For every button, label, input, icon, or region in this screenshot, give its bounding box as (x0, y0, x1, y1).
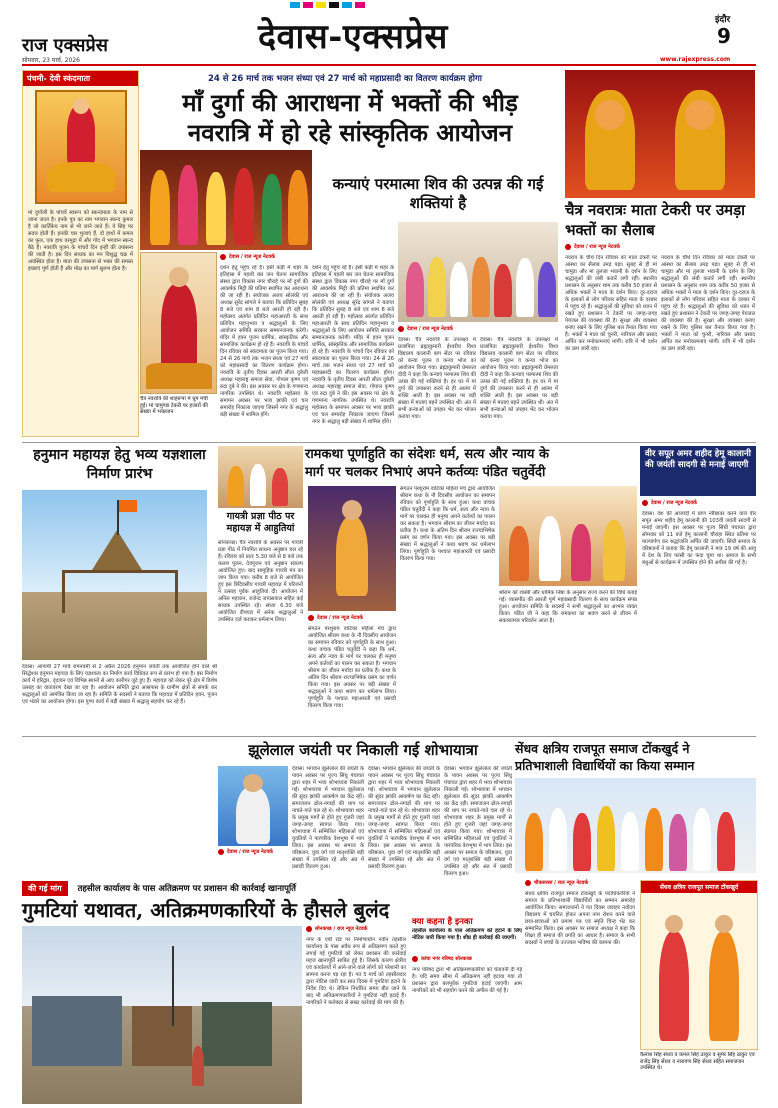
gumtiya-body-col1: नगर के एबी रोड पर निर्माणाधीन नवीन तहसील कार्यालय के पास अवैध रूप से अतिक्रमण करते हुए लगाई गई गुमटियों को लेकर प्रशासन की कार्रवाई महज खानापूर्ति साबित हुई है। जिसके कारण क्षेत्रीय एवं कार्यालयों में आने-जाने वाले लोगों को परेशानी का सामना करना पड़ रहा है। गत 5 मार्च को तहसीलदार द्वारा नोटिस जारी कर सात दिवस में गुमटियां हटाने के निर्देश दिए थे। लेकिन निर्धारित समय बीत जाने के बाद भी अतिक्रमणकारियों ने गुमटियां नहीं हटाई हैं। नागरिकों ने कलेक्टर से सख्त कार्रवाई की मांग की है। (306, 937, 406, 1006)
ramkatha-audience-photo (499, 486, 637, 586)
color-registration-marks (290, 2, 365, 8)
jhulelal-body-col2: देवास। भगवान झूलेलाल की जयंती के पावन अवसर पर पूज्य सिंधु पंचायत द्वारा शहर में भव्य शोभायात्रा निकाली गई। शोभायात्रा में भगवान झूलेलाल की सुंदर झांकी आकर्षण का केंद्र रही। समाजजन ढोल-नगाड़ों की थाप पर नाचते-गाते चल रहे थे। शोभायात्रा शहर के प्रमुख मार्गों से होते हुए गुजरी जहां जगह-जगह स्वागत किया गया। शोभायात्रा में सम्मिलित महिलाओं एवं युवतियों ने पारंपरिक वेशभूषा में भाग लिया। इस अवसर पर समाज के वरिष्ठजन, युवा वर्ग एवं मातृशक्ति बड़ी संख्या में उपस्थित रहे और अंत में प्रसादी वितरण हुआ। (368, 766, 440, 870)
lead-headline: माँ दुर्गा की आराधना में भक्तों की भीड़ नवरात्रि में हो रहे सांस्कृतिक आयोजन (182, 88, 518, 147)
hanuman-headline: हनुमान महायज्ञ हेतु भव्य यज्ञशाला निर्माण प्रारंभ (33, 447, 206, 482)
ramkatha-speaker-photo (308, 486, 396, 611)
gumtiya-sub-byline: कांचा नगर परिषद सोनकच्छ (412, 956, 472, 962)
chaitra-body-col1: नवरात्र के चौथे दिन रविवार को माता टेकरी पर आस्था का सैलाब उमड़ पड़ा। सुबह से ही मां चामुंडा और मां तुलजा भवानी के दर्शन के लिए श्रद्धालुओं की लंबी कतारें लगी रहीं। स्थानीय प्रशासन के अनुसार शाम तक करीब 50 हजार से अधिक भक्तों ने माता के दर्शन किए। दूर-दराज के इलाकों से लोग परिवार सहित माता के दरबार में पहुंच रहे हैं। श्रद्धालुओं की सुविधा को ध्यान में रखते हुए प्रशासन ने टेकरी पर जगह-जगह पेयजल की व्यवस्था की है। सुरक्षा और व्यवस्था बनाए रखने के लिए पुलिस बल तैनात किया गया है। भक्तों ने माता को चुनरी, नारियल और प्रसाद अर्पित कर मनोकामनाएं मांगीं। रात्रि में भी दर्शन का क्रम जारी रहा। (565, 255, 657, 352)
lead-body-col1: दर्शन हेतु पहुंच रहे हैं। इसी कड़ी में शहर के इतिहास में पहली बार जन चेतना सामाजिक संस्था द्वारा विकास नगर चौराहे पर माँ दुर्गा की आकर्षक मिट्टी की प्रतिमा स्थापित कर आराधना की जा रही है। संयोजक अजय सोलंकी एवं अध्यक्ष सुरेंद्र सांगले ने बताया कि प्रतिदिन सुबह 8 बजे एवं शाम 8 बजे आरती हो रही है। महोत्सव अंतर्गत प्रतिदिन महाआरती के साथ प्रतिदिन महानुभाव व श्रद्धालुओं के लिए आयोजन समिति सरकार सम्मानजनक करेगी। मंदिर में हवन पूजन धार्मिक, सांस्कृतिक और सामाजिक कार्यक्रम हो रहे हैं। नवरात्रि के पांचवें दिन रविवार को स्कंदमाता का पूजन किया गया। 24 से 26 मार्च तक भजन संध्या एवं 27 मार्च को महाप्रसादी का वितरण कार्यक्रम होगा। नवरात्रि के तृतीय दिवस आरती सीता दुबेजी अध्यक्ष महाराष्ट्र समाज सेवा, गोपाल कृष्ण एवं रुद्रा दुबे ने की। इस अवसर पर क्षेत्र के गणमान्य नागरिक उपस्थित थे। नवरात्रि महोत्सव के समापन अवसर पर भव्य झांकी एवं चल समारोह निकाला जाएगा जिसमें नगर के श्रद्धालु बड़ी संख्या में शामिल होंगे। (220, 265, 308, 418)
jhulelal-headline: झूलेलाल जयंती पर निकाली गई शोभायात्रा (248, 741, 478, 759)
page-number: 9 (717, 24, 731, 48)
gumtiya-sub-headline: क्या कहना है इनका (412, 917, 473, 927)
issue-date: सोमवार, 23 मार्च, 2026 (22, 57, 80, 64)
chaitra-headline: चैत्र नवरात्रः माता टेकरी पर उमड़ा भक्तों का सैलाब (565, 201, 746, 239)
rajput-headline: सेंधव क्षत्रिय राजपूत समाज टोंकखुर्द ने प्रतिभाशाली विद्यार्थियों का किया सम्मान (515, 741, 695, 773)
goddess-skandamata-image (35, 90, 127, 204)
hanuman-yagyashala-photo (22, 490, 207, 660)
sidebar-panel (22, 70, 139, 437)
ramkatha-byline: देवास / राज न्यूज नेटवर्क (308, 615, 363, 621)
rajput-photo-caption: कैलाश सिंह सेंधव व कमल सिंह ठाकुर व सुमेर सिंह ठाकुर एवं राजेंद्र सिंह सेंधव व नारायण सिंह सेंधव सहित समाजजन उपस्थित थे। (640, 1052, 755, 1071)
hanuman-body: देवास। आगामी 27 मार्च रामनवमी से 2 अप्रैल 2026 हनुमान जयंती तक आयोजित होने वाले श्री सिद्धेश्वर हनुमान महायज्ञ के लिए यज्ञशाला का निर्माण कार्य विधिवत रूप से प्रारंभ हो गया है। इस निर्माण कार्य में हरिद्वार, वृंदावन एवं विभिन्न स्थानों से आए कारीगर जुटे हुए हैं। महायज्ञ को लेकर पूरे क्षेत्र में विशेष उत्साह का वातावरण देखा जा रहा है। आयोजन समिति द्वारा आसपास के ग्रामीण क्षेत्रों से संपर्क कर श्रद्धालुओं को आमंत्रित किया जा रहा है। समिति के सदस्यों ने बताया कि महायज्ञ में प्रतिदिन हवन, पूजन एवं भंडारे का आयोजन होगा। इस पुण्य कार्य में बड़ी संख्या में श्रद्धालु सहयोग कर रहे हैं। (22, 664, 217, 705)
gumtiya-sub-intro: तहसील कार्यालय के पास अतिक्रमण को हटाने के लिए नोटिस जारी किया गया है। शीघ्र ही कार्रवाई की जाएगी। (412, 928, 522, 941)
lead-photo-idol (140, 252, 217, 394)
paper-name: राज एक्सप्रेस (22, 35, 108, 56)
gumtiya-kicker: तहसील कार्यालय के पास अतिक्रमण पर प्रशासन की कार्रवाई खानापूर्ति (77, 883, 297, 894)
jhulelal-idol-photo (218, 766, 288, 846)
chaitra-byline: देवास / राज न्यूज नेटवर्क (565, 244, 620, 250)
lead-photo-garba (140, 150, 312, 250)
rajput-banner-text: सेंधव क्षत्रिय राजपूत समाज टोंकखुर्द (641, 881, 757, 893)
rajput-group-photo (515, 778, 756, 873)
kanya-body-col1: देवास। चैत्र नवरात्रि के उपलक्ष्य में प्रजापिता ब्रह्माकुमारी ईश्वरीय विश्व विद्यालय कालानी बाग सेंटर पर रविवार को कन्या पूजन व कन्या भोज का आयोजन किया गया। ब्रह्माकुमारी प्रेमलता दीदी ने कहा कि कन्याएं परमात्मा शिव की उत्पन्न की गई शक्तियां है। हर घर में मां दुर्गा की उपासना करने से ही आत्मा में शक्ति आती है। इस अवसर पर बड़ी संख्या में माताएं बहनें उपस्थित थीं। अंत में सभी कन्याओं को उपहार भेंट कर भोजन कराया गया। (398, 337, 476, 420)
gumtiya-byline: सोनकच्छ / राज न्यूज नेटवर्क (306, 926, 367, 932)
kanya-photo (398, 222, 558, 322)
page-title: देवास-एक्सप्रेस (258, 17, 448, 57)
kanya-body-col2: देवास। चैत्र नवरात्रि के उपलक्ष्य में प्रजापिता ब्रह्माकुमारी ईश्वरीय विश्व विद्यालय कालानी बाग सेंटर पर रविवार को कन्या पूजन व कन्या भोज का आयोजन किया गया। ब्रह्माकुमारी प्रेमलता दीदी ने कहा कि कन्याएं परमात्मा शिव की उत्पन्न की गई शक्तियां है। हर घर में मां दुर्गा की उपासना करने से ही आत्मा में शक्ति आती है। इस अवसर पर बड़ी संख्या में माताएं बहनें उपस्थित थीं। अंत में सभी कन्याओं को उपहार भेंट कर भोजन कराया गया। (480, 337, 558, 420)
rajput-banner-photo (640, 880, 758, 1050)
website-link[interactable]: www.rajexpress.com (660, 56, 731, 63)
gayatri-headline: गायत्री प्रज्ञा पीठ पर महायज्ञ में आहुतियां (226, 511, 295, 534)
gayatri-photo (218, 446, 303, 508)
ramkatha-headline: रामकथा पूर्णाहुति का संदेशः धर्म, सत्य और न्याय के मार्ग पर चलकर निभाएं अपने कर्तव्यः पंडित चतुर्वेदी (305, 447, 549, 480)
chaitra-goddess-photo (565, 70, 755, 198)
hemu-body: देवास। देश की आजादी में प्राण न्यौछावर करने वाले वीर सपूत अमर शहीद हेमू कालानी की 103वीं जयंती सादगी से मनाई जाएगी। इस अवसर पर पूज्य सिंधी पंचायत द्वारा सोमवार को 11 बजे हेमू कालानी चौराहा स्थित प्रतिमा पर माल्यार्पण कर श्रद्धांजलि अर्पित की जाएगी। सिंधी समाज के वरिष्ठजनों ने बताया कि हेमू कालानी ने मात्र 19 वर्ष की आयु में देश के लिए फांसी का फंदा चूमा था। समाज के सभी बंधुओं से कार्यक्रम में उपस्थित होने की अपील की गई है। (642, 511, 756, 566)
masthead-rule (22, 64, 756, 66)
top-strap: 24 से 26 मार्च तक भजन संध्या एवं 27 मार्च को महाप्रसादी का वितरण कार्यक्रम होगा (208, 74, 482, 84)
ramkatha-body-col1: संगठन परशुराम वाटिका महिला मंच द्वारा आयोजित श्रीराम कथा के नौ दिवसीय आयोजन का समापन रविवार को पूर्णाहुति के साथ हुआ। कथा वाचक पंडित चतुर्वेदी ने कहा कि धर्म, सत्य और न्याय के मार्ग पर चलकर ही मनुष्य अपने कर्तव्यों का पालन कर सकता है। भगवान श्रीराम का जीवन मर्यादा का प्रतीक है। कथा के अंतिम दिन श्रीराम राज्याभिषेक प्रसंग का वर्णन किया गया। इस अवसर पर बड़ी संख्या में श्रद्धालुओं ने कथा श्रवण कर धर्मलाभ लिया। पूर्णाहुति के पश्चात महाआरती एवं प्रसादी वितरण किया गया। (308, 626, 396, 709)
kanya-headline: कन्याएं परमात्मा शिव की उत्पन्न की गई शक्तियां है (332, 175, 544, 212)
section-divider-2 (22, 736, 756, 737)
lead-photo-caption: चैत्र नवरात्रि की शाहरूपा में धूम मची हुई। मां चामुण्डा टेकरी पर हजारों की संख्या में भक्तजन (140, 396, 208, 415)
rajput-byline: चौकसरसा / राज न्यूज नेटवर्क (525, 880, 588, 886)
section-divider (22, 442, 756, 443)
hemu-byline: देवास / राज न्यूज नेटवर्क (642, 500, 697, 506)
gumtiya-kicker-row (22, 880, 522, 896)
rajput-body: सेंधव क्षत्रिय राजपूत समाज टोंकखुर्द के पदाधिकारियों ने समाज के प्रतिभाशाली विद्यार्थियों का सम्मान समारोह आयोजित किया। समाजजनों ने गत दिवस जवाहर नवोदय विद्यालय में चयनित होकर अपना नाम रोशन करने वाले छात्र-छात्राओं को प्रमाण पत्र एवं स्मृति चिन्ह भेंट कर सम्मानित किया। इस अवसर पर समाज अध्यक्ष ने कहा कि शिक्षा ही समाज की प्रगति का आधार है। समाज के सभी सदस्यों ने बच्चों के उज्ज्वल भविष्य की कामना की। (525, 891, 635, 946)
gumtiya-kicker-tag: की गई मांग (22, 881, 68, 896)
gayatri-body: सोनकच्छ। चैत्र नवरात्रि के अवसर पर गायत्री प्रज्ञा पीठ में नियमित साधना अनुष्ठान चल रहे हैं। रविवार को प्रातः 5.30 बजे से 8 बजे तक कलश पूजन, देवपूजन एवं अनुष्ठान संकल्प आयोजित हुए। बाद सामूहिक गायत्री मंत्र का जाप किया गया। करीब 8 बजे से आयोजित हुए इस त्रिदिवसीय गायत्री महायज्ञ में परिजनों ने उत्साह पूर्वक आहुतियां दीं। आयोजन में अनिल महाजन, राजेन्द्र जायसवाल सहित कई साधक उपस्थित रहे। संध्या 6.30 बजे आयोजित दीपयज्ञ में अनेक श्रद्धालुओं ने उपस्थित दर्ज कराकर धर्मलाभ लिया। (218, 540, 303, 623)
jhulelal-body-col3: देवास। भगवान झूलेलाल की जयंती के पावन अवसर पर पूज्य सिंधु पंचायत द्वारा शहर में भव्य शोभायात्रा निकाली गई। शोभायात्रा में भगवान झूलेलाल की सुंदर झांकी आकर्षण का केंद्र रही। समाजजन ढोल-नगाड़ों की थाप पर नाचते-गाते चल रहे थे। शोभायात्रा शहर के प्रमुख मार्गों से होते हुए गुजरी जहां जगह-जगह स्वागत किया गया। शोभायात्रा में सम्मिलित महिलाओं एवं युवतियों ने पारंपरिक वेशभूषा में भाग लिया। इस अवसर पर समाज के वरिष्ठजन, युवा वर्ग एवं मातृशक्ति बड़ी संख्या में उपस्थित रहे और अंत में प्रसादी वितरण हुआ। (444, 766, 512, 876)
lead-byline: देवास / राज न्यूज नेटवर्क (220, 254, 275, 260)
hemu-headline-box (640, 446, 756, 496)
jhulelal-byline: देवास / राज न्यूज नेटवर्क (218, 849, 273, 855)
city-label: इंदौर (715, 15, 731, 25)
lead-body-col2: दर्शन हेतु पहुंच रहे हैं। इसी कड़ी में शहर के इतिहास में पहली बार जन चेतना सामाजिक संस्था द्वारा विकास नगर चौराहे पर माँ दुर्गा की आकर्षक मिट्टी की प्रतिमा स्थापित कर आराधना की जा रही है। संयोजक अजय सोलंकी एवं अध्यक्ष सुरेंद्र सांगले ने बताया कि प्रतिदिन सुबह 8 बजे एवं शाम 8 बजे आरती हो रही है। महोत्सव अंतर्गत प्रतिदिन महाआरती के साथ प्रतिदिन महानुभाव व श्रद्धालुओं के लिए आयोजन समिति सरकार सम्मानजनक करेगी। मंदिर में हवन पूजन धार्मिक, सांस्कृतिक और सामाजिक कार्यक्रम हो रहे हैं। नवरात्रि के पांचवें दिन रविवार को स्कंदमाता का पूजन किया गया। 24 से 26 मार्च तक भजन संध्या एवं 27 मार्च को महाप्रसादी का वितरण कार्यक्रम होगा। नवरात्रि के तृतीय दिवस आरती सीता दुबेजी अध्यक्ष महाराष्ट्र समाज सेवा, गोपाल कृष्ण एवं रुद्रा दुबे ने की। इस अवसर पर क्षेत्र के गणमान्य नागरिक उपस्थित थे। नवरात्रि महोत्सव के समापन अवसर पर भव्य झांकी एवं चल समारोह निकाला जाएगा जिसमें नगर के श्रद्धालु बड़ी संख्या में शामिल होंगे। (312, 265, 394, 425)
chaitra-body-col2: नवरात्र के चौथे दिन रविवार को माता टेकरी पर आस्था का सैलाब उमड़ पड़ा। सुबह से ही मां चामुंडा और मां तुलजा भवानी के दर्शन के लिए श्रद्धालुओं की लंबी कतारें लगी रहीं। स्थानीय प्रशासन के अनुसार शाम तक करीब 50 हजार से अधिक भक्तों ने माता के दर्शन किए। दूर-दराज के इलाकों से लोग परिवार सहित माता के दरबार में पहुंच रहे हैं। श्रद्धालुओं की सुविधा को ध्यान में रखते हुए प्रशासन ने टेकरी पर जगह-जगह पेयजल की व्यवस्था की है। सुरक्षा और व्यवस्था बनाए रखने के लिए पुलिस बल तैनात किया गया है। भक्तों ने माता को चुनरी, नारियल और प्रसाद अर्पित कर मनोकामनाएं मांगीं। रात्रि में भी दर्शन का क्रम जारी रहा। (661, 255, 755, 352)
gumtiya-headline: गुमटियां यथावत, अतिक्रमणकारियों के हौसले बुलंद (22, 898, 390, 922)
sidebar-heading: पंचमी- देवी स्कंदमाता (23, 71, 138, 86)
gumtiya-sub-body: नगर परिषद द्वारा भी अतिक्रमणकारियों को चेतावनी दी गई है। यदि समय सीमा में अतिक्रमण नहीं हटाया गया तो प्रशासन द्वारा बलपूर्वक गुमटियां हटाई जाएंगी। आम नागरिकों को भी सहयोग करने की अपील की गई है। (412, 967, 522, 994)
gumtiya-street-photo (22, 926, 302, 1104)
ramkatha-body-col3: श्रीराम को शास्त्री और धार्मिक निष्ठा के अनुसार राज्य करने की विधि बताई गई। व्यासपीठ की आरती पूर्ण महाप्रसादी वितरण के साथ कार्यक्रम संपन्न हुआ। आयोजन समिति के सदस्यों ने सभी श्रद्धालुओं का आभार व्यक्त किया। पंडित जी ने कहा कि रामकथा का श्रवण करने से जीवन में सकारात्मक परिवर्तन आता है। (499, 590, 637, 624)
hemu-headline: वीर सपूत अमर शहीद हेमू कालानी की जयंती सादगी से मनाई जाएगी (645, 449, 751, 470)
ramkatha-body-col2: संगठन परशुराम वाटिका महिला मंच द्वारा आयोजित श्रीराम कथा के नौ दिवसीय आयोजन का समापन रविवार को पूर्णाहुति के साथ हुआ। कथा वाचक पंडित चतुर्वेदी ने कहा कि धर्म, सत्य और न्याय के मार्ग पर चलकर ही मनुष्य अपने कर्तव्यों का पालन कर सकता है। भगवान श्रीराम का जीवन मर्यादा का प्रतीक है। कथा के अंतिम दिन श्रीराम राज्याभिषेक प्रसंग का वर्णन किया गया। इस अवसर पर बड़ी संख्या में श्रद्धालुओं ने कथा श्रवण कर धर्मलाभ लिया। पूर्णाहुति के पश्चात महाआरती एवं प्रसादी वितरण किया गया। (400, 486, 495, 562)
jhulelal-body-col1: देवास। भगवान झूलेलाल की जयंती के पावन अवसर पर पूज्य सिंधु पंचायत द्वारा शहर में भव्य शोभायात्रा निकाली गई। शोभायात्रा में भगवान झूलेलाल की सुंदर झांकी आकर्षण का केंद्र रही। समाजजन ढोल-नगाड़ों की थाप पर नाचते-गाते चल रहे थे। शोभायात्रा शहर के प्रमुख मार्गों से होते हुए गुजरी जहां जगह-जगह स्वागत किया गया। शोभायात्रा में सम्मिलित महिलाओं एवं युवतियों ने पारंपरिक वेशभूषा में भाग लिया। इस अवसर पर समाज के वरिष्ठजन, युवा वर्ग एवं मातृशक्ति बड़ी संख्या में उपस्थित रहे और अंत में प्रसादी वितरण हुआ। (292, 766, 364, 870)
kanya-byline: देवास / राज न्यूज नेटवर्क (398, 326, 453, 332)
sidebar-text: मां दुर्गाजी के पांचवें स्वरूप को स्कन्दमाता के नाम से जाना जाता है। इनके पुत्र का नाम भगवान स्कन्द कुमार है जो कार्तिकेय नाम से भी जाने जाते हैं। ये सिंह पर सवार होती हैं। इनकी चार भुजाएं हैं, दो हाथों में कमल का फूल, एक हाथ वरमुद्रा में और गोद में भगवान स्कन्द बैठे हैं। नवरात्रि पूजन के पांचवें दिन इन्हीं की उपासना की जाती है। इस दिन साधक का मन विशुद्ध चक्र में अवस्थित होता है। माता की उपासना से भक्त की समस्त इच्छाएं पूर्ण होती हैं और मोक्ष का मार्ग सुलभ होता है। (28, 210, 133, 272)
